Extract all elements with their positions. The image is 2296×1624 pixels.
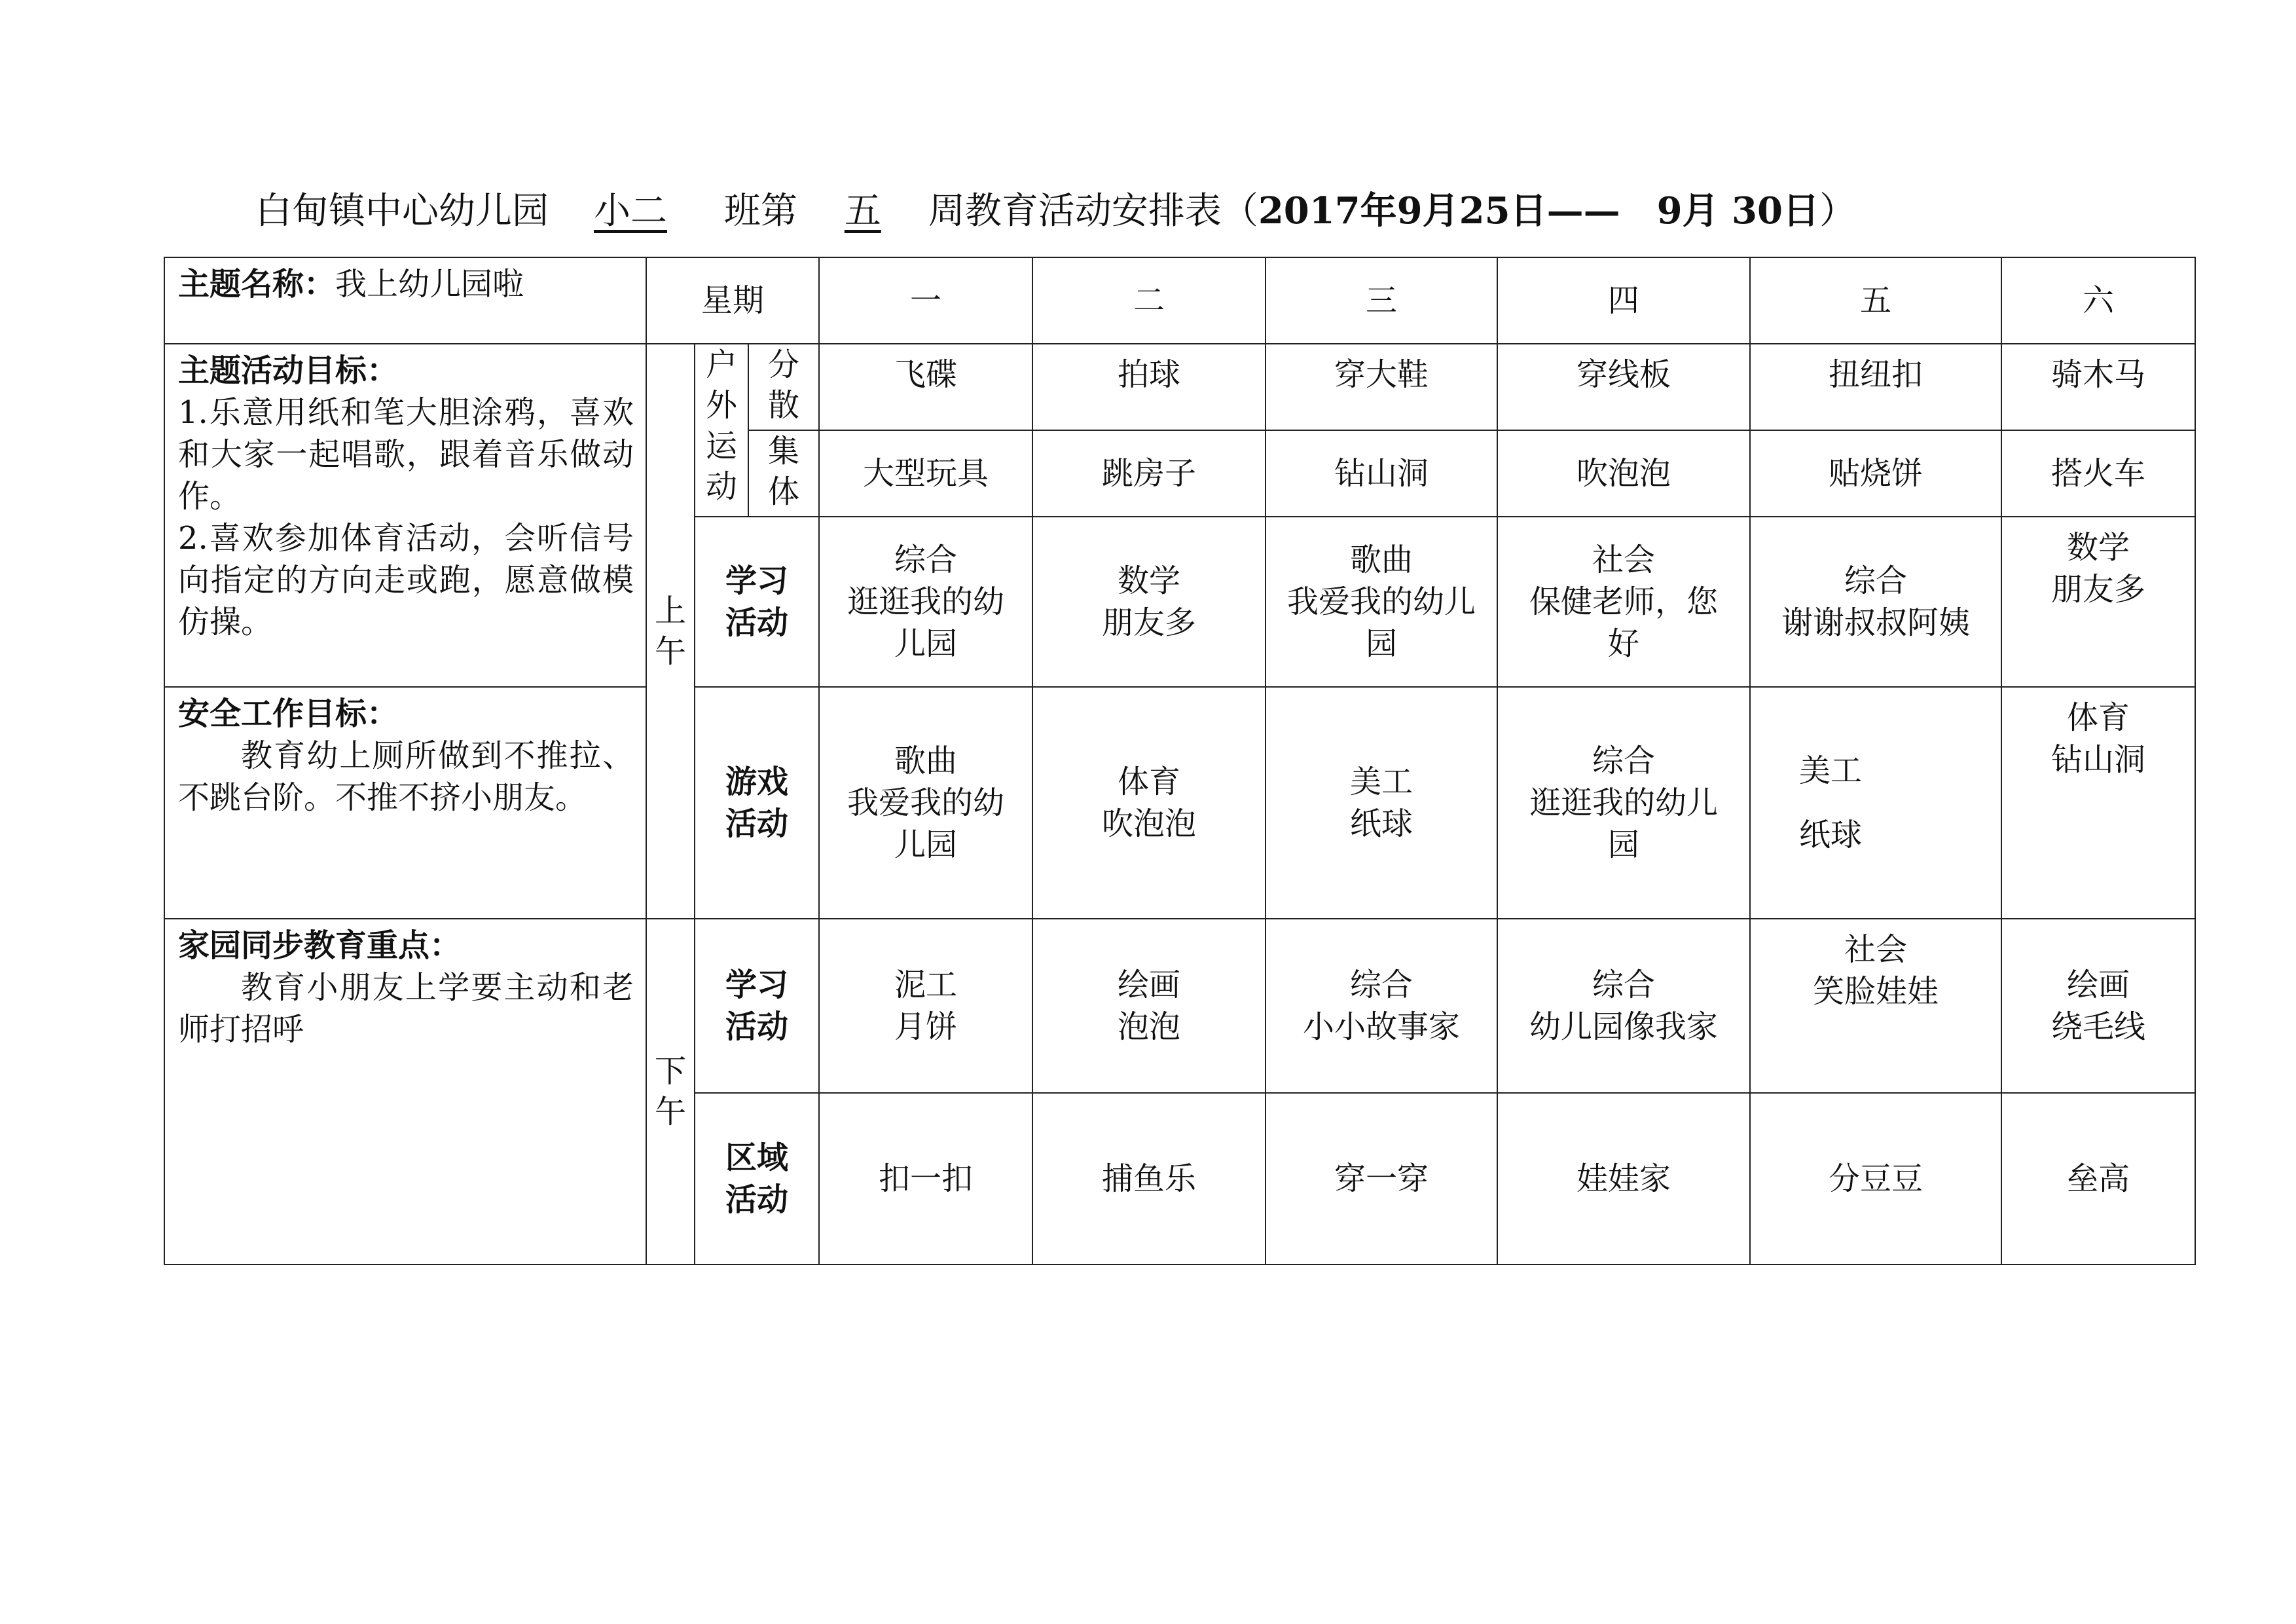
pm-study-tue: 绘画 泡泡 — [1032, 919, 1266, 1093]
game-sat: 体育 钻山洞 — [2001, 687, 2195, 919]
day-header-5: 五 — [1750, 257, 2001, 344]
am-study-wed: 歌曲 我爱我的幼儿园 — [1266, 517, 1497, 687]
pm-study-row — [164, 919, 2195, 1093]
game-tue: 体育 吹泡泡 — [1032, 687, 1266, 919]
scattered-thu: 穿线板 — [1497, 344, 1750, 430]
am-study-label: 学习活动 — [695, 517, 819, 687]
group-thu: 吹泡泡 — [1497, 430, 1750, 517]
weekday-label: 星期 — [646, 257, 819, 344]
scattered-wed: 穿大鞋 — [1266, 344, 1497, 430]
pm-study-thu: 综合 幼儿园像我家 — [1497, 919, 1750, 1093]
home-text: 教育小朋友上学要主动和老师打招呼 — [178, 969, 634, 1048]
pm-study-sat: 绘画 绕毛线 — [2001, 919, 2195, 1093]
scattered-mon: 飞碟 — [819, 344, 1032, 430]
area-mon: 扣一扣 — [819, 1093, 1032, 1264]
safety-text: 教育幼上厕所做到不推拉、不跳台阶。不推不挤小朋友。 — [178, 737, 634, 816]
group-wed: 钻山洞 — [1266, 430, 1497, 517]
outdoor-fen: 分散 — [768, 346, 800, 424]
theme-label: 主题名称： — [178, 266, 336, 303]
group-fri: 贴烧饼 — [1750, 430, 2001, 517]
day-header-4: 四 — [1497, 257, 1750, 344]
pm-study-fri: 社会 笑脸娃娃 — [1750, 919, 2001, 1093]
group-mon: 大型玩具 — [819, 430, 1032, 517]
day-header-2: 二 — [1032, 257, 1266, 344]
title-date-range: 2017年9月25日—— 9月 30日 — [1258, 189, 1819, 232]
outdoor-ji-cell — [748, 430, 819, 517]
title-prefix: 白甸镇中心幼儿园 — [255, 190, 549, 232]
day-header-6: 六 — [2001, 257, 2195, 344]
theme-value: 我上幼儿园啦 — [335, 266, 524, 303]
outdoor-label: 户外运动 — [706, 346, 738, 505]
game-row — [164, 687, 2195, 919]
area-tue: 捕鱼乐 — [1032, 1093, 1266, 1264]
outdoor-fen-cell — [748, 344, 819, 430]
goals-title: 主题活动目标： — [178, 352, 399, 389]
am-study-tue: 数学 朋友多 — [1032, 517, 1266, 687]
title-suffix: 周教育活动安排表（ — [928, 190, 1258, 232]
game-mon: 歌曲 我爱我的幼儿园 — [819, 687, 1032, 919]
am-study-sat: 数学 朋友多 — [2001, 517, 2195, 687]
game-thu: 综合 逛逛我的幼儿园 — [1497, 687, 1750, 919]
area-thu: 娃娃家 — [1497, 1093, 1750, 1264]
pm-study-label: 学习活动 — [695, 919, 819, 1093]
theme-name-cell — [164, 257, 646, 344]
am-study-mon: 综合 逛逛我的幼儿园 — [819, 517, 1032, 687]
title-close: ） — [1819, 190, 1856, 232]
home-title: 家园同步教育重点： — [178, 927, 462, 964]
area-label: 区域活动 — [695, 1093, 819, 1264]
scattered-tue: 拍球 — [1032, 344, 1266, 430]
area-fri: 分豆豆 — [1750, 1093, 2001, 1264]
am-study-fri: 综合 谢谢叔叔阿姨 — [1750, 517, 2001, 687]
period-am — [646, 344, 695, 919]
outdoor-label-cell — [695, 344, 748, 517]
period-am-label: 上午 — [655, 593, 687, 670]
scattered-sat: 骑木马 — [2001, 344, 2195, 430]
goal-item-2: 2.喜欢参加体育活动，会听信号向指定的方向走或跑，愿意做模仿操。 — [178, 520, 634, 640]
theme-goals-cell — [164, 344, 646, 687]
pm-study-mon: 泥工 月饼 — [819, 919, 1032, 1093]
safety-title: 安全工作目标： — [178, 695, 399, 732]
outdoor-ji: 集体 — [768, 433, 800, 510]
period-pm-label: 下午 — [655, 1053, 687, 1130]
day-header-1: 一 — [819, 257, 1032, 344]
game-label: 游戏活动 — [695, 687, 819, 919]
scattered-fri: 扭纽扣 — [1750, 344, 2001, 430]
period-pm — [646, 919, 695, 1264]
am-study-thu: 社会 保健老师，您好 — [1497, 517, 1750, 687]
safety-goals-cell — [164, 687, 646, 919]
page-title — [255, 185, 2023, 237]
group-sat: 搭火车 — [2001, 430, 2195, 517]
area-wed: 穿一穿 — [1266, 1093, 1497, 1264]
outdoor-scattered-row — [164, 344, 2195, 430]
pm-study-wed: 综合 小小故事家 — [1266, 919, 1497, 1093]
header-row — [164, 257, 2195, 344]
schedule-table — [164, 257, 2196, 1265]
game-wed: 美工 纸球 — [1266, 687, 1497, 919]
day-header-3: 三 — [1266, 257, 1497, 344]
goal-item-1: 1.乐意用纸和笔大胆涂鸦，喜欢和大家一起唱歌，跟着音乐做动作。 — [178, 394, 634, 515]
area-sat: 垒高 — [2001, 1093, 2195, 1264]
game-fri: 美工 纸球 — [1750, 687, 2001, 919]
group-tue: 跳房子 — [1032, 430, 1266, 517]
title-week-number: 五 — [844, 190, 881, 232]
title-class-suffix: 班第 — [723, 190, 797, 232]
home-school-cell — [164, 919, 646, 1264]
title-class-name: 小二 — [594, 190, 667, 232]
